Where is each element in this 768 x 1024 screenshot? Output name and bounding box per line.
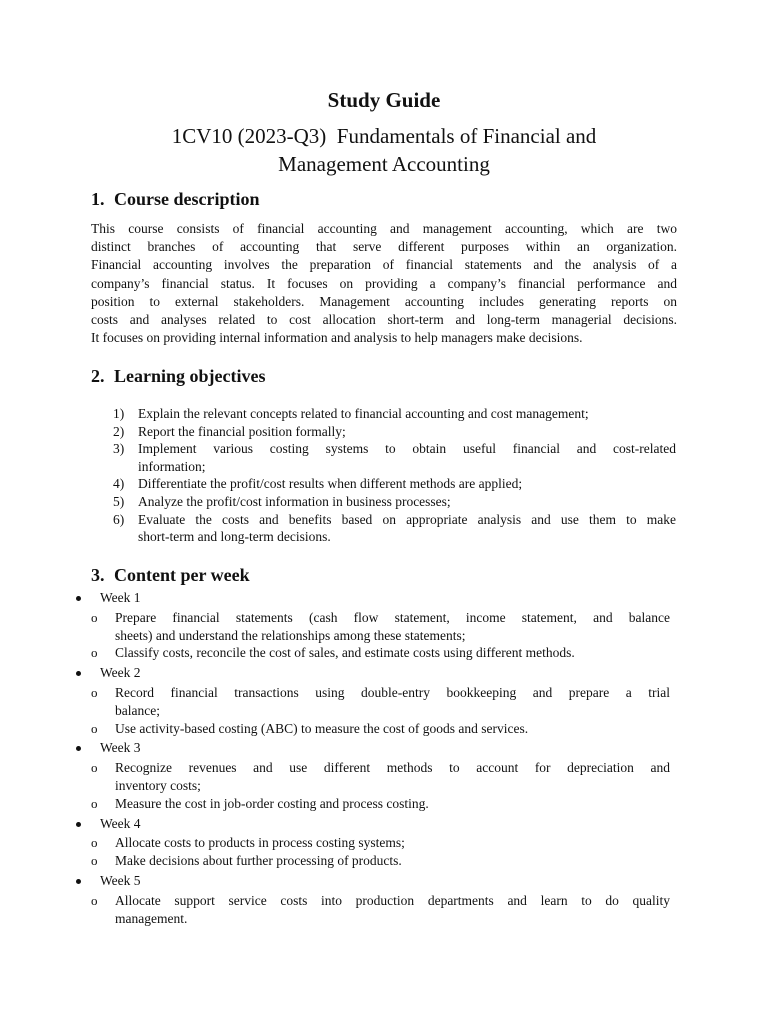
topic-text — [115, 684, 670, 720]
circle-bullet-icon: o — [91, 795, 98, 811]
paragraph-line: distinct branches of accounting that serve different purposes within an organization. — [91, 239, 677, 255]
topic-text — [115, 609, 670, 645]
section-number: 1. — [91, 189, 105, 209]
week-label: Week 2 — [100, 665, 141, 681]
topic-line: Allocate support service costs into production departments and learn to do quality — [115, 892, 670, 908]
topic-line: Use activity-based costing (ABC) to measure the cost of goods and services. — [115, 720, 529, 736]
objective-item — [113, 405, 676, 423]
topic-item — [74, 684, 670, 720]
topic-text — [115, 852, 670, 870]
week-topics — [74, 834, 670, 870]
objective-line: Analyze the profit/cost information in business processes; — [138, 493, 451, 509]
section-title: Learning objectives — [114, 366, 266, 386]
topic-item — [74, 644, 670, 662]
weekly-content-list — [74, 589, 670, 929]
paragraph-line: It focuses on providing internal information and analysis to help managers make decisions. — [91, 330, 583, 346]
week-item — [74, 815, 670, 870]
circle-bullet-icon: o — [91, 645, 98, 661]
paragraph-line: company’s financial status. It focuses on providing a company’s financial performance and — [91, 275, 677, 291]
objective-number: 1) — [113, 406, 125, 421]
objective-item — [113, 423, 676, 441]
topic-line: Measure the cost in job-order costing and process costing. — [115, 795, 429, 811]
bullet-icon — [76, 671, 81, 676]
topic-line: Recognize revenues and use different methods to account for depreciation and — [115, 760, 670, 776]
section-heading-content-per-week — [91, 564, 250, 586]
week-topics — [74, 684, 670, 737]
objective-line: Differentiate the profit/cost results when different methods are applied; — [138, 476, 523, 492]
circle-bullet-icon: o — [91, 720, 98, 736]
objective-text — [138, 511, 676, 546]
objective-text — [138, 475, 676, 493]
bullet-icon — [76, 746, 81, 751]
objective-number: 5) — [113, 493, 125, 509]
bullet-icon — [76, 822, 81, 827]
topic-line: balance; — [115, 702, 160, 718]
objective-line: Explain the relevant concepts related to financial accounting and cost management; — [138, 406, 589, 421]
topic-text — [115, 644, 670, 662]
circle-bullet-icon: o — [91, 835, 98, 851]
learning-objectives-list — [113, 405, 676, 546]
topic-item — [74, 720, 670, 738]
section-title: Course description — [114, 189, 260, 209]
objective-line: Report the financial position formally; — [138, 423, 346, 439]
page-title: Study Guide — [327, 88, 441, 112]
section-heading-learning-objectives — [91, 365, 265, 387]
week-topics — [74, 609, 670, 662]
topic-line: Record financial transactions using double-entry bookkeeping and prepare a trial — [115, 684, 670, 700]
circle-bullet-icon: o — [91, 609, 98, 625]
objective-item — [113, 511, 676, 546]
topic-text — [115, 720, 670, 738]
section-heading-course-description — [91, 188, 260, 210]
objective-number: 4) — [113, 476, 125, 492]
topic-line: Make decisions about further processing of products. — [115, 853, 402, 869]
course-description-paragraph — [91, 220, 677, 347]
topic-line: Prepare financial statements (cash flow statement, income statement, and balance — [115, 609, 670, 625]
paragraph-line: This course consists of financial accounting and management accounting, which are two — [91, 221, 677, 236]
topic-line: inventory costs; — [115, 777, 201, 793]
circle-bullet-icon: o — [91, 853, 98, 869]
bullet-icon — [76, 879, 81, 884]
topic-item — [74, 852, 670, 870]
topic-item — [74, 892, 670, 928]
section-number: 2. — [91, 366, 105, 386]
objective-line: Evaluate the costs and benefits based on appropriate analysis and use them to make — [138, 511, 676, 527]
week-topics — [74, 892, 670, 928]
topic-item — [74, 759, 670, 795]
circle-bullet-icon: o — [91, 892, 98, 908]
topic-item — [74, 795, 670, 813]
objective-text — [138, 440, 676, 475]
week-label: Week 1 — [100, 590, 141, 605]
paragraph-line: costs and analyses related to cost allocation short-term and long-term managerial decisions. — [91, 312, 677, 328]
section-number: 3. — [91, 565, 105, 585]
objective-text — [138, 423, 676, 441]
paragraph-line: Financial accounting involves the preparation of financial statements and the analysis of a — [91, 257, 677, 273]
section-title: Content per week — [114, 565, 250, 585]
week-item — [74, 589, 670, 662]
week-label: Week 5 — [100, 872, 141, 888]
circle-bullet-icon: o — [91, 684, 98, 700]
objective-line: short-term and long-term decisions. — [138, 529, 331, 545]
topic-item — [74, 609, 670, 645]
week-label: Week 3 — [100, 740, 141, 756]
week-item — [74, 739, 670, 812]
topic-text — [115, 834, 670, 852]
topic-line: management. — [115, 910, 188, 926]
objective-text — [138, 493, 676, 511]
week-item — [74, 872, 670, 927]
objective-number: 6) — [113, 511, 125, 527]
objective-line: information; — [138, 458, 206, 474]
paragraph-line: position to external stakeholders. Management accounting includes generating reports on — [91, 293, 677, 309]
objective-text — [138, 405, 676, 423]
topic-text — [115, 795, 670, 813]
course-title-line-1: 1CV10 (2023-Q3) Fundamentals of Financial and — [171, 124, 597, 148]
objective-number: 3) — [113, 441, 125, 457]
circle-bullet-icon: o — [91, 760, 98, 776]
topic-line: Allocate costs to products in process costing systems; — [115, 835, 405, 851]
objective-item — [113, 440, 676, 475]
topic-text — [115, 892, 670, 928]
week-item — [74, 664, 670, 737]
week-label: Week 4 — [100, 815, 141, 831]
objective-number: 2) — [113, 423, 125, 439]
objective-line: Implement various costing systems to obtain useful financial and cost-related — [138, 441, 676, 457]
topic-text — [115, 759, 670, 795]
objective-item — [113, 493, 676, 511]
course-title-line-2: Management Accounting — [278, 152, 490, 176]
topic-line: Classify costs, reconcile the cost of sales, and estimate costs using different methods. — [115, 645, 575, 661]
topic-line: sheets) and understand the relationships among these statements; — [115, 627, 466, 643]
objective-item — [113, 475, 676, 493]
week-topics — [74, 759, 670, 812]
topic-item — [74, 834, 670, 852]
bullet-icon — [76, 596, 81, 601]
course-title — [0, 122, 768, 178]
